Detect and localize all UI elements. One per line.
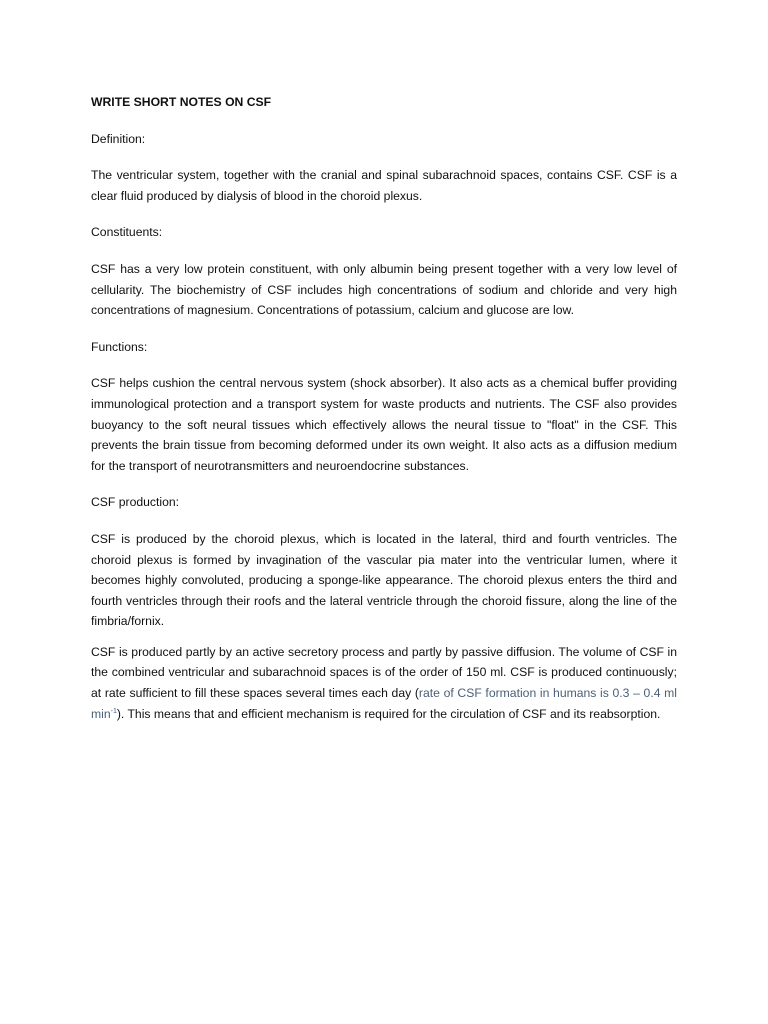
formation-rate-superscript: -1 <box>110 707 117 715</box>
document-title: WRITE SHORT NOTES ON CSF <box>91 95 272 109</box>
functions-heading: Functions: <box>91 339 148 354</box>
functions-paragraph: CSF helps cushion the central nervous system (shock absorber). It also acts as a chemical buffer providing immunological protection and a transport system for waste products and nutrients. The CSF also provides buoyancy to the soft neural tissues which effectively allows the neural tissue to "float" in the CSF. This prevents the brain tissue from becoming deformed under its own weight. It also acts as a diffusion medium for the transport of neurotransmitters and neuroendocrine substances. <box>91 376 677 473</box>
definition-heading: Definition: <box>91 131 146 146</box>
production-paragraph-2-end: ). This means that and efficient mechanism is required for the circulation of CSF and its reabsorption. <box>116 706 661 721</box>
document-page <box>91 92 677 740</box>
production-paragraph-1: CSF is produced by the choroid plexus, which is located in the lateral, third and fourth ventricles. The choroid plexus is formed by invagination of the vascular pia mater into the ventricular lumen, where it becomes highly convoluted, producing a sponge-like appearance. The choroid plexus enters the third and fourth ventricles through their roofs and the lateral ventricle through the choroid fissure, along the line of the fimbria/fornix. <box>91 531 677 629</box>
production-paragraph-2-start: CSF is produced partly by an active secretory process and partly by passive diffusion. The volume of CSF in the combined ventricular and subarachnoid spaces is of the order of 150 ml. CSF is produced continuously; at rate sufficient to fill these spaces several times each day ( <box>91 644 677 701</box>
constituents-paragraph: CSF has a very low protein constituent, with only albumin being present together with a very low level of cellularity. The biochemistry of CSF includes high concentrations of sodium and chloride and very high concentrations of magnesium. Concentrations of potassium, calcium and glucose are low. <box>91 261 677 318</box>
production-heading: CSF production: <box>91 495 180 510</box>
production-paragraph-2 <box>91 642 677 724</box>
constituents-heading: Constituents: <box>91 225 163 240</box>
formation-rate-text: rate of CSF formation in humans is 0.3 – 0.4 ml min <box>91 686 678 721</box>
definition-paragraph: The ventricular system, together with the cranial and spinal subarachnoid spaces, contains CSF. CSF is a clear fluid produced by dialysis of blood in the choroid plexus. <box>91 168 677 203</box>
